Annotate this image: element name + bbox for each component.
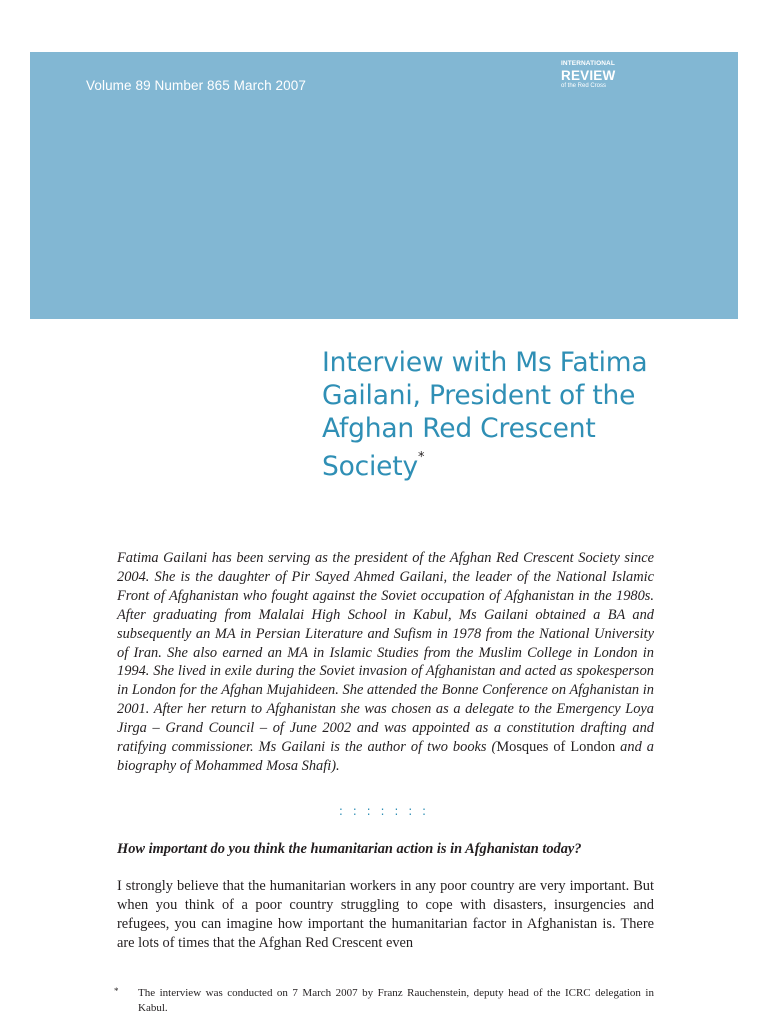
volume-line: Volume 89 Number 865 March 2007 [86,78,306,93]
footnote-mark: * [114,986,119,996]
article-abstract [117,549,654,776]
logo-line-2: REVIEW [561,67,616,83]
abstract-book-title: Mosques of London [496,739,616,756]
review-logo[interactable] [561,61,623,89]
footnote [114,986,654,1016]
logo-line-1: INTERNATIONAL [561,60,615,67]
interview-answer: I strongly believe that the humanitarian workers in any poor country are very important. But when you think of a poor country struggling to cope with disasters, insurgencies and refugees, you can imagine how important the humanitarian factor in Afghanistan is. There are lots of times that the Afghan Red Crescent even [117,878,654,951]
article-title-text: Interview with Ms Fatima Gailani, President of the Afghan Red Crescent Society [322,347,648,482]
title-footnote-mark[interactable]: * [417,450,425,465]
abstract-end-text: and a biography of Mohammed Mosa Shafi). [117,739,654,774]
logo-line-3: of the Red Cross [561,83,607,89]
article-title [322,346,662,483]
interview-question: How important do you think the humanitarian action is in Afghanistan today? [117,841,582,857]
section-separator: : : : : : : : [338,804,430,818]
abstract-main-text: Fatima Gailani has been serving as the president of the Afghan Red Crescent Society since 2004. She is the daughter of Pir Sayed Ahmed Gailani, the leader of the National Islamic Front of Afghanistan who fought against the Soviet occupation of Afghanistan in the 1980s. After graduating from Malalai High School in Kabul, Ms Gailani obtained a BA and subsequently an MA in Persian Literature and Sufism in 1978 from the National University of Iran. She also earned an MA in Islamic Studies from the Muslim College in London in 1994. She lived in exile during the Soviet invasion of Afghanistan and acted as spokesperson in London for the Afghan Mujahideen. She attended the Bonne Conference on Afghanistan in 2001. After her return to Afghanistan she was chosen as a delegate to the Emergency Loya Jirga – Grand Council – of June 2002 and was appointed as a constitution drafting and ratifying commissioner. Ms Gailani is the author of two books ( [117,550,654,756]
footnote-text: The interview was conducted on 7 March 2007 by Franz Rauchenstein, deputy head of the ICRC delegation in Kabul. [138,987,654,1014]
